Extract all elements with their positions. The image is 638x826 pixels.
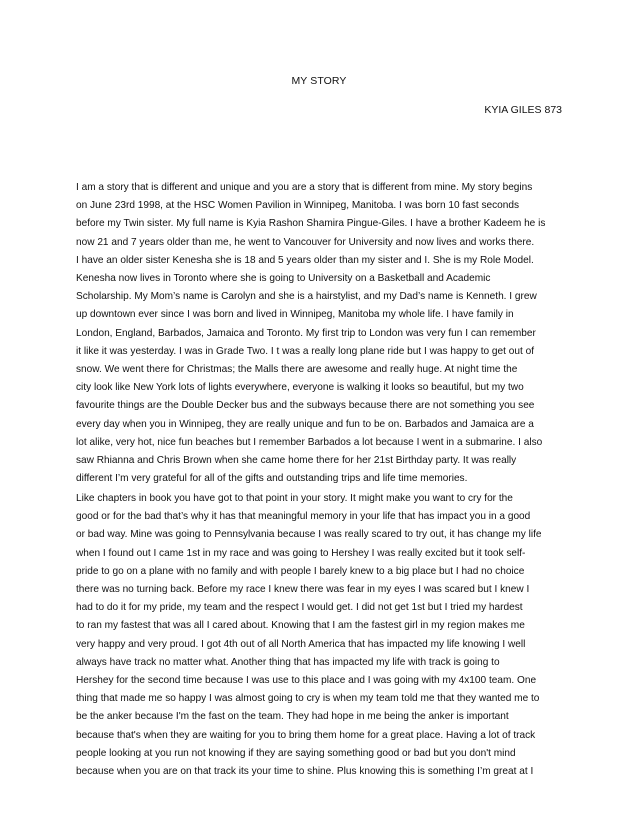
document-title: MY STORY — [291, 75, 347, 87]
paragraph-line: on June 23rd 1998, at the HSC Women Pavilion in Winnipeg, Manitoba. I was born 10 fast seconds — [76, 200, 520, 212]
paragraph-line: before my Twin sister. My full name is Kyia Rashon Shamira Pingue-Giles. I have a brother Kadeem he is — [76, 218, 546, 230]
paragraph-line: saw Rhianna and Chris Brown when she came home there for her 21st Birthday party. It was really — [76, 455, 517, 467]
paragraph-line: always have track no matter what. Another thing that has impacted my life with track is going to — [76, 656, 500, 668]
paragraph-line: thing that made me so happy I was almost going to cry is when my team told me that they wanted me to — [76, 693, 540, 705]
paragraph-line: because that's when they are waiting for you to bring them home for a great place. Having a lot of track — [76, 729, 536, 741]
paragraph-line: now 21 and 7 years older than me, he went to Vancouver for University and now lives and works there. — [76, 236, 535, 248]
paragraph-line: good or for the bad that’s why it has that meaningful memory in your life that has impact you in a good — [76, 511, 531, 523]
paragraph-line: Hershey for the second time because I was use to this place and I was going with my 4x100 team. One — [76, 675, 537, 687]
paragraph-line: very happy and very proud. I got 4th out of all North America that has impacted my life knowing I well — [76, 638, 526, 650]
paragraph-line: city look like New York lots of lights everywhere, everyone is walking it looks so beautiful, but my two — [76, 382, 524, 394]
paragraph-line: people looking at you run not knowing if they are saying something good or bad but you don't mind — [76, 747, 516, 759]
paragraph-line: I have an older sister Kenesha she is 18 and 5 years older than my sister and I. She is my Role Model. — [76, 254, 534, 266]
paragraph-line: because when you are on that track its your time to shine. Plus knowing this is something I’m great at I — [76, 766, 534, 778]
paragraph-line: I am a story that is different and unique and you are a story that is different from mine. My story begins — [76, 182, 533, 193]
paragraph-line: be the anker because I'm the fast on the team. They had hope in me being the anker is important — [76, 711, 509, 723]
paragraph-family-story — [76, 179, 566, 488]
paragraph-line: when I found out I came 1st in my race and was going to Hershey I was really excited but it took self- — [76, 547, 526, 559]
paragraph-line: there was no turning back. Before my race I knew there was fear in my eyes I was scared but I knew I — [76, 584, 530, 596]
author-line: KYIA GILES 873 — [484, 104, 562, 116]
paragraph-line: Like chapters in book you have got to that point in your story. It might make you want to cry for the — [76, 493, 513, 504]
paragraph-line: pride to go on a plane with no family and with people I barely knew to a big place but I had no choice — [76, 565, 525, 577]
paragraph-line: every day when you in Winnipeg, they are really unique and fun to be on. Barbados and Jamaica are a — [76, 418, 534, 430]
paragraph-track-story — [76, 490, 566, 781]
paragraph-line: London, England, Barbados, Jamaica and Toronto. My first trip to London was very fun I can remember — [76, 327, 536, 339]
paragraph-line: Scholarship. My Mom’s name is Carolyn and she is a hairstylist, and my Dad’s name is Kenneth. I grew — [76, 291, 537, 303]
paragraph-line: had to do it for my pride, my team and the respect I would get. I did not get 1st but I tried my hardest — [76, 602, 523, 614]
paragraph-line: to ran my fastest that was all I cared about. Knowing that I am the fastest girl in my region makes me — [76, 620, 525, 632]
paragraph-line: Kenesha now lives in Toronto where she is going to University on a Basketball and Academic — [76, 273, 491, 285]
paragraph-line: up downtown ever since I was born and lived in Winnipeg, Manitoba my whole life. I have family in — [76, 309, 514, 321]
paragraph-line: different I’m very grateful for all of the gifts and outstanding trips and life time memories. — [76, 473, 468, 485]
paragraph-line: or bad way. Mine was going to Pennsylvania because I was really scared to try out, it has change my life — [76, 529, 542, 541]
paragraph-line: snow. We went there for Christmas; the Malls there are awesome and really huge. At night time the — [76, 364, 518, 376]
paragraph-line: lot alike, very hot, nice fun beaches but I remember Barbados a lot because I went in a submarine. I also — [76, 436, 543, 448]
paragraph-line: it like it was yesterday. I was in Grade Two. I t was a really long plane ride but I was happy to get out of — [76, 345, 535, 357]
paragraph-line: favourite things are the Double Decker bus and the subways because there are not something you see — [76, 400, 535, 412]
